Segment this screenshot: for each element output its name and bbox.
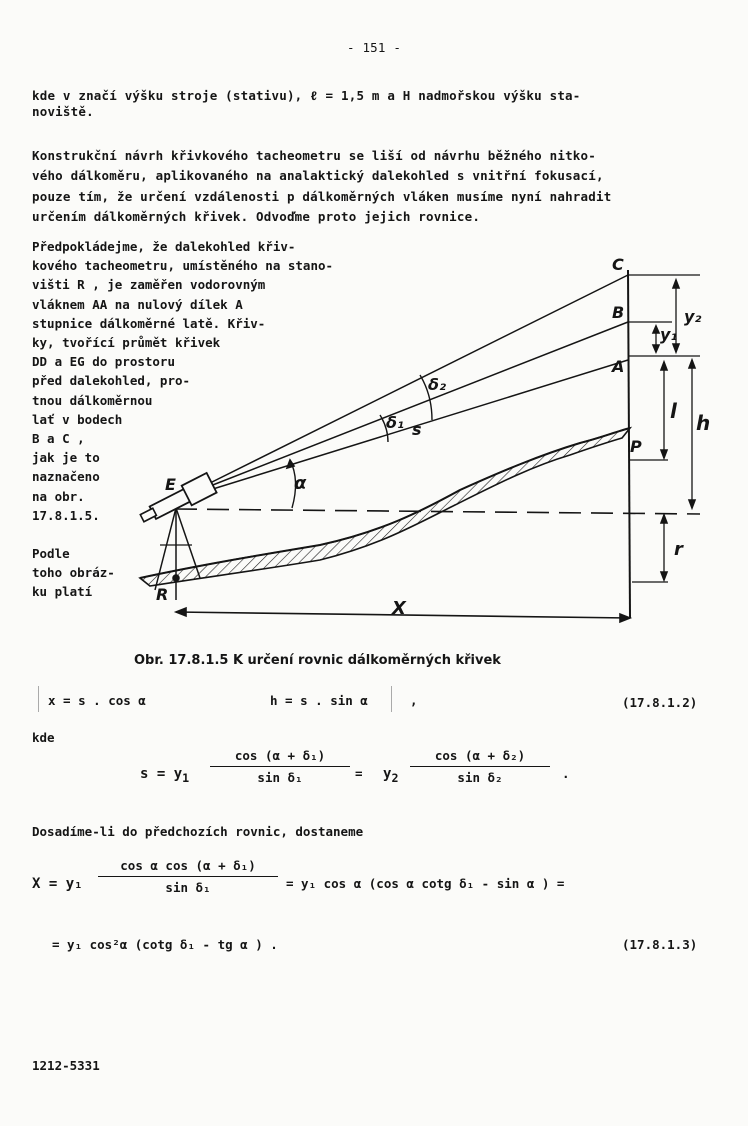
eq2-fraction-2 [410,748,550,785]
ray-to-b [200,322,628,490]
side-line: kového tacheometru, umístěného na stano- [32,258,334,274]
eq1-right: h = s . sin α [270,693,368,708]
intro-line-2: noviště. [32,104,94,119]
eq3-rest: = y₁ cos α (cos α cotg δ₁ - sin α ) = [286,876,565,891]
side-line: jak je to [32,450,100,466]
label-r: R [156,585,169,604]
side-line: tnou dálkoměrnou [32,392,153,408]
intro-line-1: kde v značí výšku stroje (stativu), ℓ = 1,5 m a H nadmořskou výšku sta- [32,88,581,103]
footer-code: 1212-5331 [32,1058,100,1073]
eq1-left: x = s . cos α [48,693,146,708]
label-a: A [612,357,625,376]
side-line: stupnice dálkoměrné latě. Křiv- [32,315,266,331]
eq3-num: cos α cos (α + δ₁) [120,858,256,873]
side-line: lať v bodech [32,411,123,427]
eq3-lhs: X = y₁ [32,876,83,892]
page-number: - 151 - [347,40,402,55]
eq2-num1: cos (α + δ₁) [234,748,326,763]
side-line: Předpokládejme, že dalekohled křiv- [32,239,296,254]
side-line: B a C , [32,431,85,447]
telescope [137,473,216,528]
label-alpha: α [294,473,307,494]
paragraph-line: pouze tím, že určení vzdálenosti p dálkoměrných vláken musíme nyní nahradit [32,189,612,204]
side-line: Podle [32,546,70,562]
kde-label: kde [32,730,55,745]
paragraph-line: Konstrukční návrh křivkového tacheometru se liší od návrhu běžného nitko- [32,148,596,163]
label-r-height: r [674,539,683,560]
side-line: 17.8.1.5. [32,507,100,523]
eq2-end: . [562,766,570,781]
side-line: višti R , je zaměřen vodorovným [32,277,266,293]
paragraph-line: vého dálkoměru, aplikovaného na analaktický dalekohled s vnitřní fokusací, [32,168,604,183]
side-line: před dalekohled, pro- [32,373,191,389]
label-e: E [165,475,176,494]
eq2-den2: sin δ₂ [457,770,503,785]
eq4-number: (17.8.1.3) [622,937,698,952]
eq2-num2: cos (α + δ₂) [434,748,526,763]
label-h: h [696,411,711,435]
label-l: l [670,399,677,423]
side-line: toho obráz- [32,565,115,581]
label-delta2: δ₂ [428,375,446,394]
paragraph-line: určením dálkoměrných křivek. Odvoďme proto jejich rovnice. [32,209,481,224]
label-y2: y₂ [684,307,702,326]
figure-caption: Obr. 17.8.1.5 K určení rovnic dálkoměrných křivek [134,653,501,668]
side-line: ku platí [32,584,93,600]
label-x: X [392,598,406,619]
eq1-number: (17.8.1.2) [622,695,698,710]
eq4-text: = y₁ cos²α (cotg δ₁ - tg α ) . [52,937,278,952]
eq3-fraction [98,858,278,895]
eq2-den1: sin δ₁ [257,770,303,785]
eq2-fraction-1 [210,748,350,785]
side-line: na obr. [32,488,85,504]
label-b: B [612,303,625,322]
label-y1: y₁ [660,325,678,344]
eq1-comma: , [410,693,418,708]
side-line: ky, tvořící průmět křivek [32,335,221,351]
label-c: C [612,255,624,274]
label-s: s [412,420,422,439]
eq2-equals: = [355,766,363,781]
side-line: naznačeno [32,469,100,485]
eq2-y2: $y_2$ [383,766,399,785]
label-delta1: δ₁ [386,413,404,432]
side-line: vláknem AA na nulový dílek A [32,296,243,312]
eq2-lhs: $s = y_1$ [140,766,190,785]
eq1-bracket [38,686,392,712]
side-line: DD a EG do prostoru [32,354,175,370]
dosadime-text: Dosadíme-li do předchozích rovnic, dostaneme [32,824,364,839]
eq3-den: sin δ₁ [165,880,211,895]
label-p: P [630,437,642,456]
